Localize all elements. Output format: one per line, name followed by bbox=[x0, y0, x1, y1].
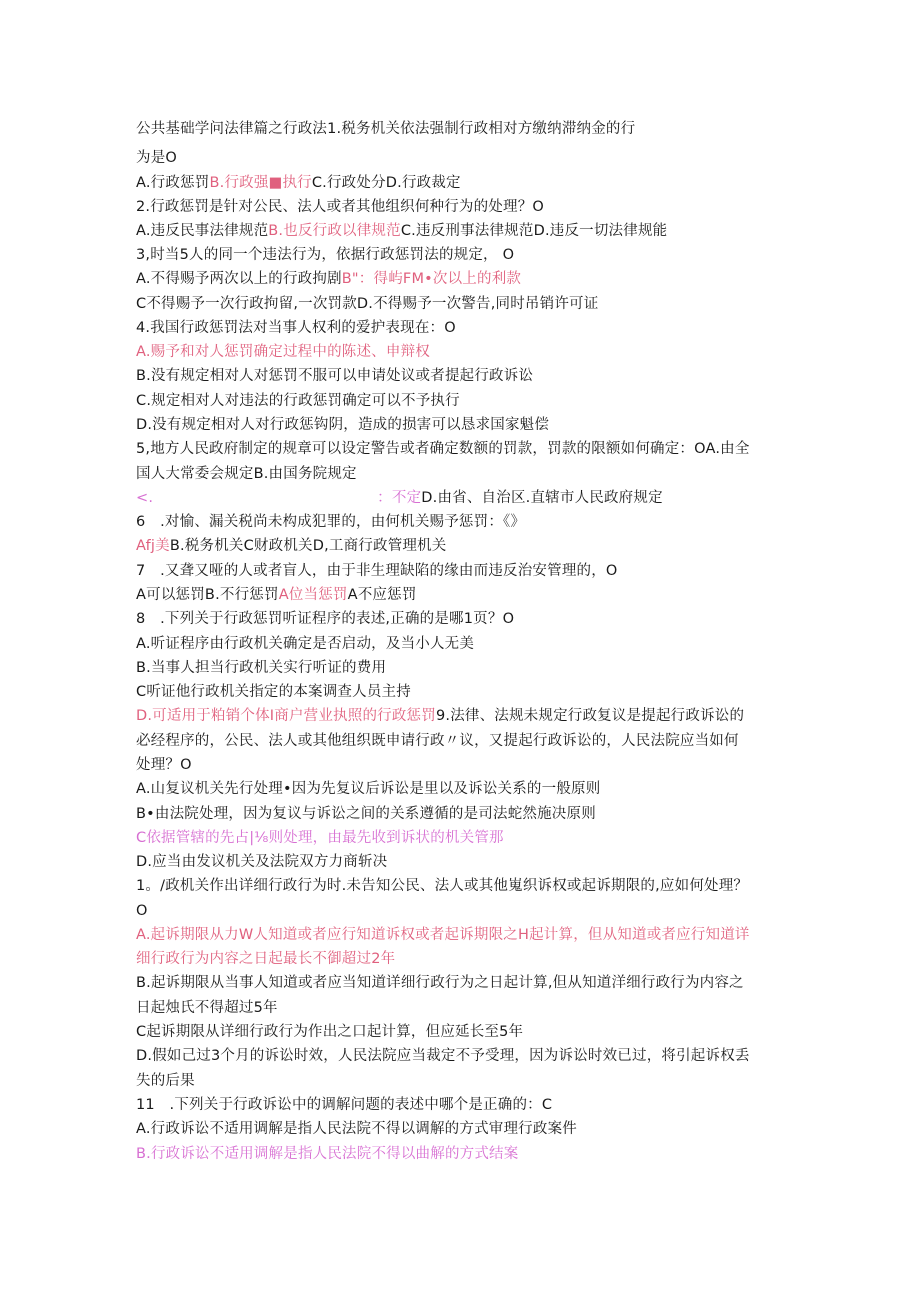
text-segment: 国人大常委会规定B.由国务院规定 bbox=[136, 466, 357, 482]
text-segment: A可以惩罚B.不行惩罚 bbox=[136, 587, 279, 603]
text-segment: D.应当由发议机关及法院双方力商斩决 bbox=[136, 854, 388, 870]
text-segment: A不应惩罚 bbox=[347, 587, 417, 603]
text-line bbox=[136, 243, 786, 267]
text-segment: 公共基础学问法律篇之行政法1.税务机关依法强制行政相对方缴纳滞纳金的行 bbox=[136, 121, 636, 137]
text-segment: 必经程序的，公民、法人或其他组织既申请行政〃议，又提起行政诉讼的，人民法院应当如何 bbox=[136, 733, 739, 749]
highlighted-answer: <. bbox=[136, 490, 154, 506]
text-segment: O bbox=[136, 903, 148, 919]
text-segment: B.当事人担当行政机关实行听证的费用 bbox=[136, 660, 387, 676]
text-line bbox=[136, 292, 786, 316]
text-line bbox=[136, 437, 786, 461]
text-segment: C.行政处分D.行政裁定 bbox=[311, 175, 461, 191]
text-line bbox=[136, 195, 786, 219]
text-segment: 2.行政惩罚是针对公民、法人或者其他组织何种行为的处理？O bbox=[136, 199, 545, 215]
text-line bbox=[136, 413, 786, 437]
text-line bbox=[136, 510, 786, 534]
text-segment: 日起烛氏不得超过5年 bbox=[136, 1000, 278, 1016]
highlighted-answer: Afj美 bbox=[136, 538, 170, 554]
text-segment: B.税务机关C财政机关D,工商行政管理机关 bbox=[169, 538, 447, 554]
text-line bbox=[136, 874, 786, 898]
text-line bbox=[136, 1020, 786, 1044]
text-line bbox=[136, 267, 786, 291]
text-segment: 3,时当5人的同一个违法行为，依据行政惩罚法的规定， O bbox=[136, 247, 515, 263]
text-line bbox=[136, 364, 786, 388]
text-line bbox=[136, 486, 786, 510]
text-line bbox=[136, 1117, 786, 1141]
text-line bbox=[136, 559, 786, 583]
text-line bbox=[136, 656, 786, 680]
text-segment: 9.法律、法规未规定行政复议是提起行政诉讼的 bbox=[435, 708, 745, 724]
text-line bbox=[136, 850, 786, 874]
highlighted-answer: A.起诉期限从力W人知道或者应行知道诉权或者起诉期限之H起计算，但从知道或者应行知道详 bbox=[136, 927, 750, 943]
text-line bbox=[136, 826, 786, 850]
text-segment: 11 .下列关于行政诉讼中的调解问题的表述中哪个是正确的：C bbox=[136, 1097, 553, 1113]
text-line bbox=[136, 534, 786, 558]
highlighted-answer: A.赐予和对人惩罚确定过程中的陈述、申辩权 bbox=[136, 344, 430, 360]
text-line bbox=[136, 899, 786, 923]
highlighted-answer: A位当惩罚 bbox=[278, 587, 348, 603]
text-segment: C.规定相对人对违法的行政惩罚确定可以不予执行 bbox=[136, 393, 460, 409]
highlighted-answer: 细行政行为内容之日起最长不御超过2年 bbox=[136, 951, 396, 967]
text-line bbox=[136, 146, 786, 170]
text-segment: 1。/政机关作出详细行政行为时.未告知公民、法人或其他嵬织诉权或起诉期限的,应如何处理？ bbox=[136, 878, 749, 894]
text-line bbox=[136, 971, 786, 995]
text-line bbox=[136, 802, 786, 826]
text-line bbox=[136, 704, 786, 728]
highlighted-answer: B.行政强■执行 bbox=[209, 175, 312, 191]
text-line bbox=[136, 680, 786, 704]
text-segment: 为是O bbox=[136, 150, 178, 166]
text-segment: B.起诉期限从当事人知道或者应当知道详细行政行为之日起计算,但从知道洋细行政行为内容之 bbox=[136, 975, 744, 991]
text-line bbox=[136, 923, 786, 947]
highlighted-answer: D.可适用于粕销个体I商户营业执照的行政惩罚 bbox=[136, 708, 436, 724]
text-segment: A.不得赐予两次以上的行政拘剧 bbox=[136, 271, 342, 287]
text-segment: 失的后果 bbox=[136, 1073, 195, 1089]
text-segment: D.假如己过3个月的诉讼时效，人民法院应当裁定不予受理，因为诉讼时效已过，将引起诉权丢 bbox=[136, 1048, 750, 1064]
text-line bbox=[136, 1044, 786, 1068]
text-line bbox=[136, 171, 786, 195]
highlighted-answer: B"：得屿FM•次以上的利款 bbox=[341, 271, 522, 287]
text-segment: 5,地方人民政府制定的规章可以设定警告或者确定数额的罚款，罚款的限额如何确定：OA.由全 bbox=[136, 441, 750, 457]
text-line bbox=[136, 219, 786, 243]
text-segment: C.违反刑事法律规范D.违反一切法律规能 bbox=[400, 223, 668, 239]
text-line bbox=[136, 607, 786, 631]
text-segment: A.山复议机关先行处理•因为先复议后诉讼是里以及诉讼关系的一般原则 bbox=[136, 781, 601, 797]
text-segment: 8 .下列关于行政惩罚听证程序的表述,正确的是哪1页？O bbox=[136, 611, 515, 627]
text-line bbox=[136, 996, 786, 1020]
text-segment: C起诉期限从详细行政行为作出之口起计算，但应延长至5年 bbox=[136, 1024, 524, 1040]
text-line bbox=[136, 777, 786, 801]
highlighted-answer: B.行政诉讼不适用调解是指人民法院不得以曲解的方式结案 bbox=[136, 1146, 519, 1162]
text-segment: 处理？O bbox=[136, 757, 192, 773]
text-line bbox=[136, 389, 786, 413]
text-segment: B.没有规定相对人对惩罚不服可以申请处议或者提起行政诉讼 bbox=[136, 368, 534, 384]
text-segment: C不得赐予一次行政拘留,一次罚款D.不得赐予一次警告,同时吊销许可证 bbox=[136, 296, 599, 312]
text-segment: A.听证程序由行政机关确定是否启动，及当小人无美 bbox=[136, 636, 475, 652]
highlighted-answer: C依据管辖的先占|⅛则处理，由最先收到诉状的机关管那 bbox=[136, 830, 504, 846]
text-segment: C听证他行政机关指定的本案调查人员主持 bbox=[136, 684, 411, 700]
text-line bbox=[136, 316, 786, 340]
text-segment: D.由省、自治区.直辖市人民政府规定 bbox=[421, 490, 663, 506]
text-segment: A.违反民事法律规范 bbox=[136, 223, 269, 239]
text-segment: 7 .又聋又哑的人或者盲人，由于非生理缺陷的缘由而违反治安管理的，O bbox=[136, 563, 618, 579]
text-segment: 4.我国行政惩罚法对当事人权利的爱护表现在：O bbox=[136, 320, 456, 336]
text-segment: A.行政诉讼不适用调解是指人民法院不得以调解的方式审理行政案件 bbox=[136, 1121, 577, 1137]
text-line bbox=[136, 117, 786, 141]
text-line bbox=[136, 1142, 786, 1166]
text-line bbox=[136, 1093, 786, 1117]
text-line bbox=[136, 947, 786, 971]
text-segment: B•由法院处理，因为复议与诉讼之间的关系遵循的是司法蛇然施决原则 bbox=[136, 806, 596, 822]
highlighted-answer: B.也反行政以律规范 bbox=[268, 223, 401, 239]
text-segment: D.没有规定相对人对行政惩钩阴，造成的损害可以恳求国家魁偿 bbox=[136, 417, 550, 433]
text-segment: A.行政惩罚 bbox=[136, 175, 210, 191]
highlighted-answer: ：不定 bbox=[377, 490, 422, 506]
text-line bbox=[136, 1069, 786, 1093]
text-line bbox=[136, 753, 786, 777]
text-line bbox=[136, 340, 786, 364]
text-line bbox=[136, 583, 786, 607]
text-line bbox=[136, 462, 786, 486]
text-segment: 6 .对愉、漏关税尚未构成犯罪的，由何机关赐予惩罚：《》 bbox=[136, 514, 526, 530]
text-line bbox=[136, 632, 786, 656]
text-line bbox=[136, 729, 786, 753]
